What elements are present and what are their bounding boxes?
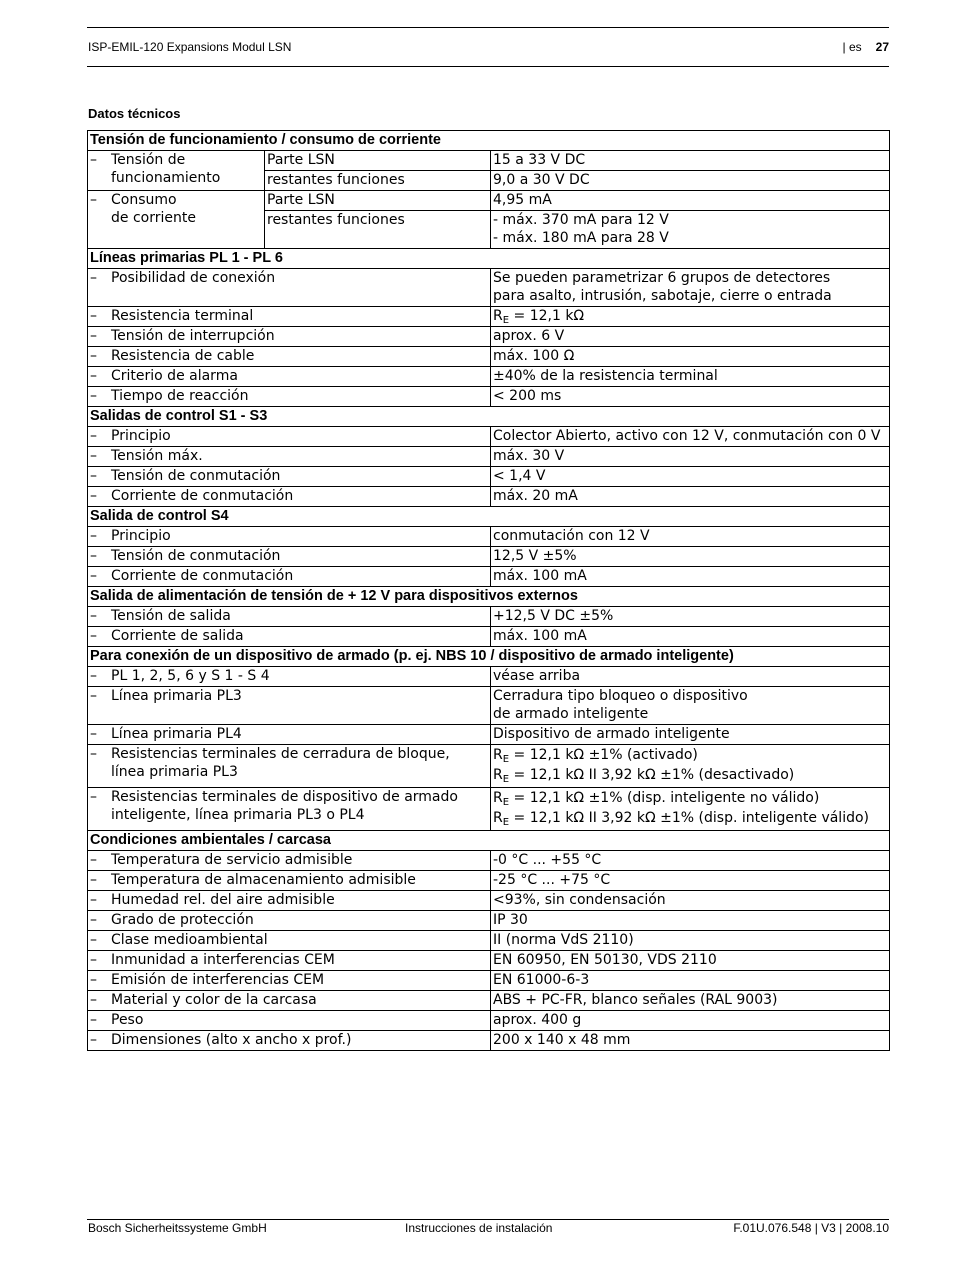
group-title: Salida de alimentación de tensión de + 12 V para dispositivos externos [88,587,890,607]
group-title: Salidas de control S1 - S3 [88,407,890,427]
table-row [88,367,890,387]
row-value: aprox. 400 g [491,1011,890,1031]
dash-glyph: – [90,726,97,742]
header-title: ISP-EMIL-120 Expansions Modul LSN [88,40,292,54]
row-value: Se pueden parametrizar 6 grupos de detectores para asalto, intrusión, sabotaje, cierre o entrada [491,269,890,307]
dash-glyph: – [90,992,97,1008]
row-value: 4,95 mA [491,191,890,211]
dash-glyph: – [90,348,97,364]
table-row [88,327,890,347]
row-label: – Resistencias terminales de cerradura de bloque, línea primaria PL3 [88,745,491,788]
dash-glyph: – [90,152,97,168]
row-label: – Resistencia terminal [88,307,491,327]
table-row [88,387,890,407]
row-value: $R_E = 12,1$ kΩ [491,307,890,327]
row-value: máx. 20 mA [491,487,890,507]
row-value: Colector Abierto, activo con 12 V, conmutación con 0 V [491,427,890,447]
table-row [88,567,890,587]
row-label: – Peso [88,1011,491,1031]
row-sublabel: Parte LSN [265,151,491,171]
dash-glyph: – [90,568,97,584]
dash-glyph: – [90,192,97,208]
row-label: – Principio [88,527,491,547]
row-value: ABS + PC-FR, blanco señales (RAL 9003) [491,991,890,1011]
header-top-rule [87,27,889,28]
group-header-row [88,407,890,427]
row-sublabel: restantes funciones [265,171,491,191]
row-value: -0 °C ... +55 °C [491,851,890,871]
row-value: véase arriba [491,667,890,687]
row-value: <93%, sin condensación [491,891,890,911]
row-value: 12,5 V ±5% [491,547,890,567]
group-title: Tensión de funcionamiento / consumo de corriente [88,131,890,151]
table-row [88,951,890,971]
row-value: < 1,4 V [491,467,890,487]
dash-glyph: – [90,368,97,384]
table-row [88,851,890,871]
dash-glyph: – [90,688,97,704]
header-page-info [843,40,889,54]
row-label: – Tiempo de reacción [88,387,491,407]
row-label: – Tensión máx. [88,447,491,467]
row-value: Dispositivo de armado inteligente [491,725,890,745]
row-value: $R_E = 12,1$ kΩ ±1% (activado) $R_E = 12,1$ kΩ II 3,92 kΩ ±1% (desactivado) [491,745,890,788]
row-label: – Emisión de interferencias CEM [88,971,491,991]
row-label: – Clase medioambiental [88,931,491,951]
dash-glyph: – [90,872,97,888]
row-value: máx. 30 V [491,447,890,467]
dash-glyph: – [90,972,97,988]
row-value: conmutación con 12 V [491,527,890,547]
dash-glyph: – [90,488,97,504]
row-value: $R_E = 12,1$ kΩ ±1% (disp. inteligente no válido) $R_E = 12,1$ kΩ II 3,92 kΩ ±1% (disp. inteligente válido) [491,788,890,831]
row-label: – Tensión de salida [88,607,491,627]
section-title: Datos técnicos [88,106,181,121]
row-value: 200 x 140 x 48 mm [491,1031,890,1051]
table-row [88,547,890,567]
dash-glyph: – [90,428,97,444]
table-row [88,627,890,647]
row-label: – Corriente de conmutación [88,567,491,587]
row-value: Cerradura tipo bloqueo o dispositivo de armado inteligente [491,687,890,725]
dash-glyph: – [90,1032,97,1048]
table-row [88,1011,890,1031]
row-label: – Temperatura de almacenamiento admisible [88,871,491,891]
dash-glyph: – [90,608,97,624]
technical-data-table [87,130,890,1051]
table-row [88,151,890,171]
dash-glyph: – [90,952,97,968]
group-title: Condiciones ambientales / carcasa [88,831,890,851]
dash-glyph: – [90,448,97,464]
row-label: – Consumo de corriente [88,191,265,249]
row-label: – Corriente de salida [88,627,491,647]
row-value: aprox. 6 V [491,327,890,347]
group-header-row [88,647,890,667]
row-label: – Dimensiones (alto x ancho x prof.) [88,1031,491,1051]
table-row [88,269,890,307]
table-row [88,745,890,788]
table-row [88,347,890,367]
row-value: máx. 100 mA [491,567,890,587]
table-row [88,191,890,211]
dash-glyph: – [90,852,97,868]
row-label: – Tensión de conmutación [88,547,491,567]
dash-glyph: – [90,468,97,484]
row-value: máx. 100 Ω [491,347,890,367]
table-row [88,447,890,467]
group-header-row [88,131,890,151]
table-row [88,911,890,931]
dash-glyph: – [90,1012,97,1028]
table-row [88,307,890,327]
footer-doc-id: F.01U.076.548 | V3 | 2008.10 [733,1221,889,1235]
footer-company: Bosch Sicherheitssysteme GmbH [88,1221,267,1235]
row-label: – Corriente de conmutación [88,487,491,507]
row-value: EN 61000-6-3 [491,971,890,991]
row-value: II (norma VdS 2110) [491,931,890,951]
dash-glyph: – [90,270,97,286]
row-value: EN 60950, EN 50130, VDS 2110 [491,951,890,971]
dash-glyph: – [90,388,97,404]
footer-rule [87,1219,889,1220]
table-row [88,971,890,991]
dash-glyph: – [90,668,97,684]
row-value: IP 30 [491,911,890,931]
row-value: -25 °C ... +75 °C [491,871,890,891]
page-number: 27 [875,40,889,54]
table-row [88,607,890,627]
dash-glyph: – [90,746,97,762]
dash-glyph: – [90,308,97,324]
group-header-row [88,587,890,607]
row-sublabel: Parte LSN [265,191,491,211]
row-value: ±40% de la resistencia terminal [491,367,890,387]
dash-glyph: – [90,892,97,908]
row-label: – Tensión de funcionamiento [88,151,265,191]
row-label: – Resistencia de cable [88,347,491,367]
row-value: 9,0 a 30 V DC [491,171,890,191]
group-header-row [88,831,890,851]
table-row [88,427,890,447]
row-label: – Tensión de conmutación [88,467,491,487]
group-header-row [88,249,890,269]
dash-glyph: – [90,628,97,644]
row-label: – Posibilidad de conexión [88,269,491,307]
row-value: 15 a 33 V DC [491,151,890,171]
row-value: < 200 ms [491,387,890,407]
table-row [88,991,890,1011]
table-row [88,467,890,487]
table-row [88,487,890,507]
table-row [88,788,890,831]
dash-glyph: – [90,932,97,948]
row-value: - máx. 370 mA para 12 V - máx. 180 mA para 28 V [491,211,890,249]
row-sublabel: restantes funciones [265,211,491,249]
table-row [88,725,890,745]
table-row [88,931,890,951]
group-title: Líneas primarias PL 1 - PL 6 [88,249,890,269]
group-title: Para conexión de un dispositivo de armado (p. ej. NBS 10 / dispositivo de armado inteligente) [88,647,890,667]
row-label: – Material y color de la carcasa [88,991,491,1011]
dash-glyph: – [90,328,97,344]
row-label: – Humedad rel. del aire admisible [88,891,491,911]
group-title: Salida de control S4 [88,507,890,527]
table-row [88,871,890,891]
group-header-row [88,507,890,527]
dash-glyph: – [90,548,97,564]
header-bottom-rule [87,66,889,67]
row-value: máx. 100 mA [491,627,890,647]
row-label: – Inmunidad a interferencias CEM [88,951,491,971]
dash-glyph: – [90,528,97,544]
row-label: – Principio [88,427,491,447]
table-row [88,1031,890,1051]
table-row [88,891,890,911]
row-label: – Línea primaria PL3 [88,687,491,725]
row-value: +12,5 V DC ±5% [491,607,890,627]
table-row [88,667,890,687]
row-label: – Temperatura de servicio admisible [88,851,491,871]
footer-doc-type: Instrucciones de instalación [405,1221,553,1235]
table-row [88,527,890,547]
dash-glyph: – [90,912,97,928]
table-row [88,687,890,725]
dash-glyph: – [90,789,97,805]
row-label: – Resistencias terminales de dispositivo de armado inteligente, línea primaria PL3 o PL4 [88,788,491,831]
header-lang: | es [842,40,862,54]
row-label: – PL 1, 2, 5, 6 y S 1 - S 4 [88,667,491,687]
row-label: – Criterio de alarma [88,367,491,387]
row-label: – Línea primaria PL4 [88,725,491,745]
row-label: – Grado de protección [88,911,491,931]
row-label: – Tensión de interrupción [88,327,491,347]
